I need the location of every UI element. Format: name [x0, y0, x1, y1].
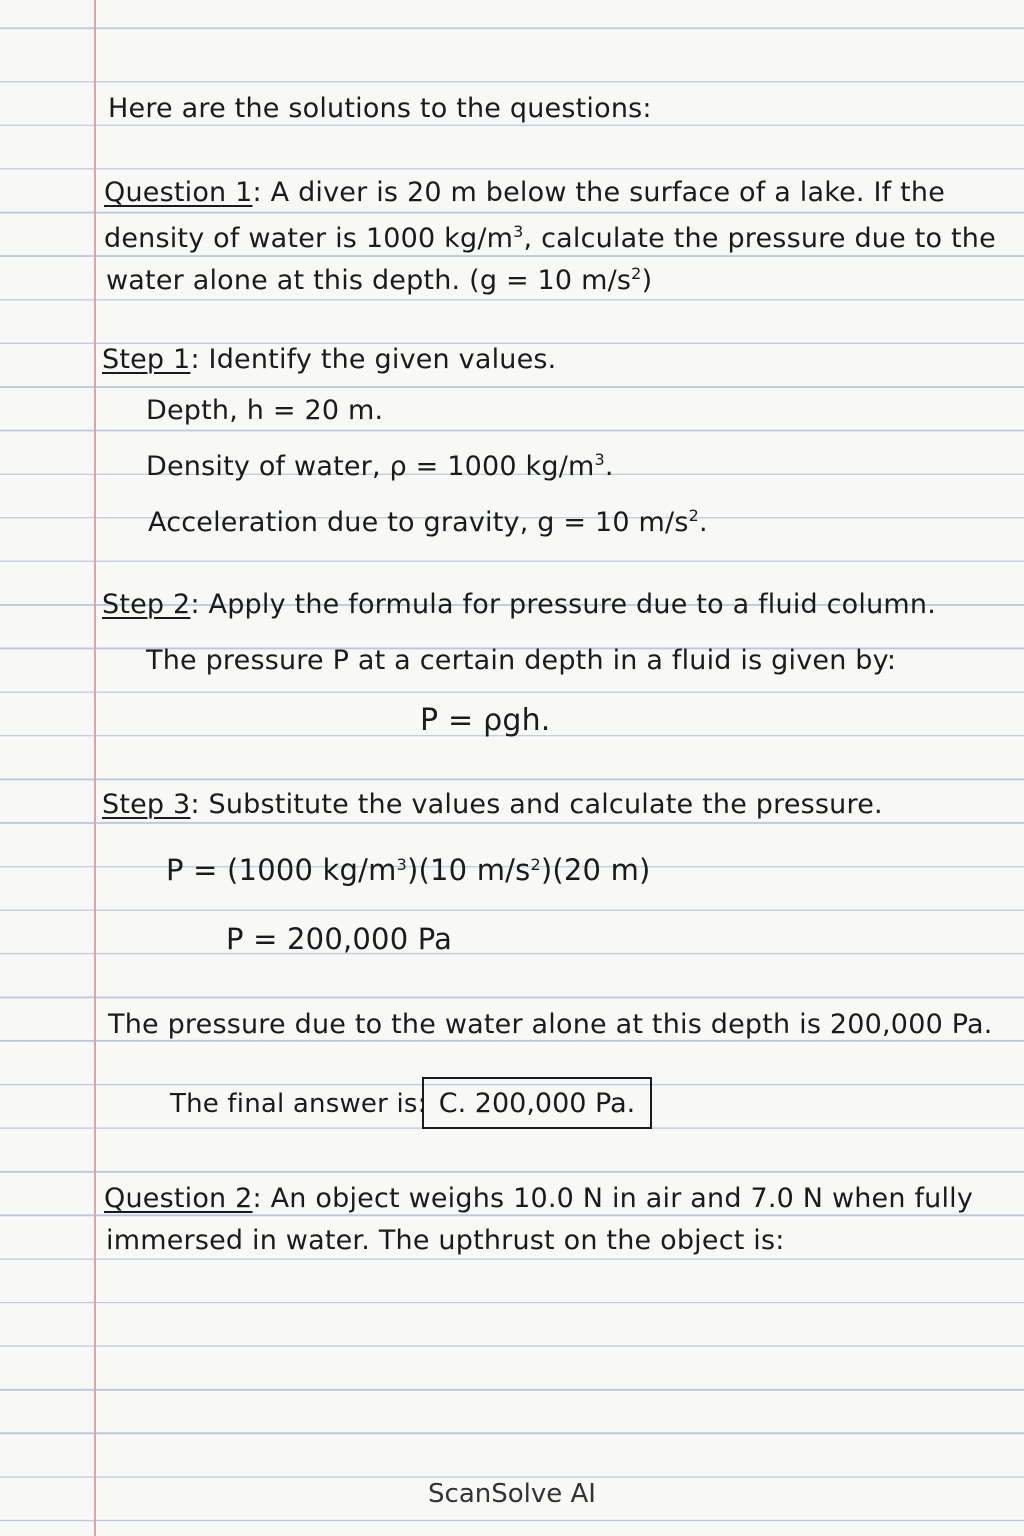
question-1-line2: density of water is 1000 $kg/m^3$, calculate the pressure due to the	[104, 222, 996, 254]
pressure-result: P = 200,000 Pa	[226, 922, 453, 956]
question-2-line1: An object weighs 10.0 N in air and 7.0 N when fully	[270, 1183, 974, 1214]
step-3-label: Step 3	[102, 789, 191, 820]
step-1-label: Step 1	[102, 344, 191, 375]
given-gravity: Acceleration due to gravity, g = 10 $m/s^2$.	[148, 506, 708, 538]
intro-text: Here are the solutions to the questions:	[108, 93, 652, 124]
pressure-formula: P = ρgh.	[420, 703, 551, 738]
given-depth: Depth, h = 20 m.	[146, 395, 384, 426]
final-answer-label: The final answer is:	[170, 1089, 427, 1119]
footer-brand: ScanSolve AI	[428, 1479, 596, 1509]
step-2-description: The pressure P at a certain depth in a fluid is given by:	[146, 645, 897, 676]
step-3-heading: Step 3: Substitute the values and calculate the pressure.	[102, 789, 883, 820]
question-2-label: Question 2	[104, 1183, 253, 1214]
substitution-equation: P = (1000 $kg/m^3)(10$ $m/s^2)(20$ m)	[166, 853, 651, 887]
question-2: Question 2: An object weighs 10.0 N in air and 7.0 N when fully	[104, 1183, 974, 1214]
question-1-line1: A diver is 20 m below the surface of a lake. If the	[270, 177, 946, 208]
margin-line	[94, 0, 96, 1536]
step-1-heading: Step 1: Identify the given values.	[102, 344, 557, 375]
step-1-title: Identify the given values.	[208, 344, 557, 375]
step-3-title: Substitute the values and calculate the pressure.	[208, 789, 883, 820]
question-2-line2: immersed in water. The upthrust on the object is:	[106, 1225, 785, 1256]
step-2-label: Step 2	[102, 589, 191, 620]
question-1-label: Question 1	[104, 177, 253, 208]
final-answer-box	[422, 1077, 652, 1129]
question-1-line3: water alone at this depth. (g = 10 $m/s^2$)	[106, 264, 653, 296]
step-2-heading: Step 2: Apply the formula for pressure due to a fluid column.	[102, 589, 937, 620]
given-density: Density of water, ρ = 1000 $kg/m^3$.	[146, 450, 614, 482]
final-answer-value: C. 200,000 Pa.	[438, 1087, 636, 1119]
conclusion-text: The pressure due to the water alone at this depth is 200,000 Pa.	[108, 1009, 993, 1040]
step-2-title: Apply the formula for pressure due to a fluid column.	[208, 589, 937, 620]
question-1: Question 1: A diver is 20 m below the surface of a lake. If the	[104, 177, 946, 208]
